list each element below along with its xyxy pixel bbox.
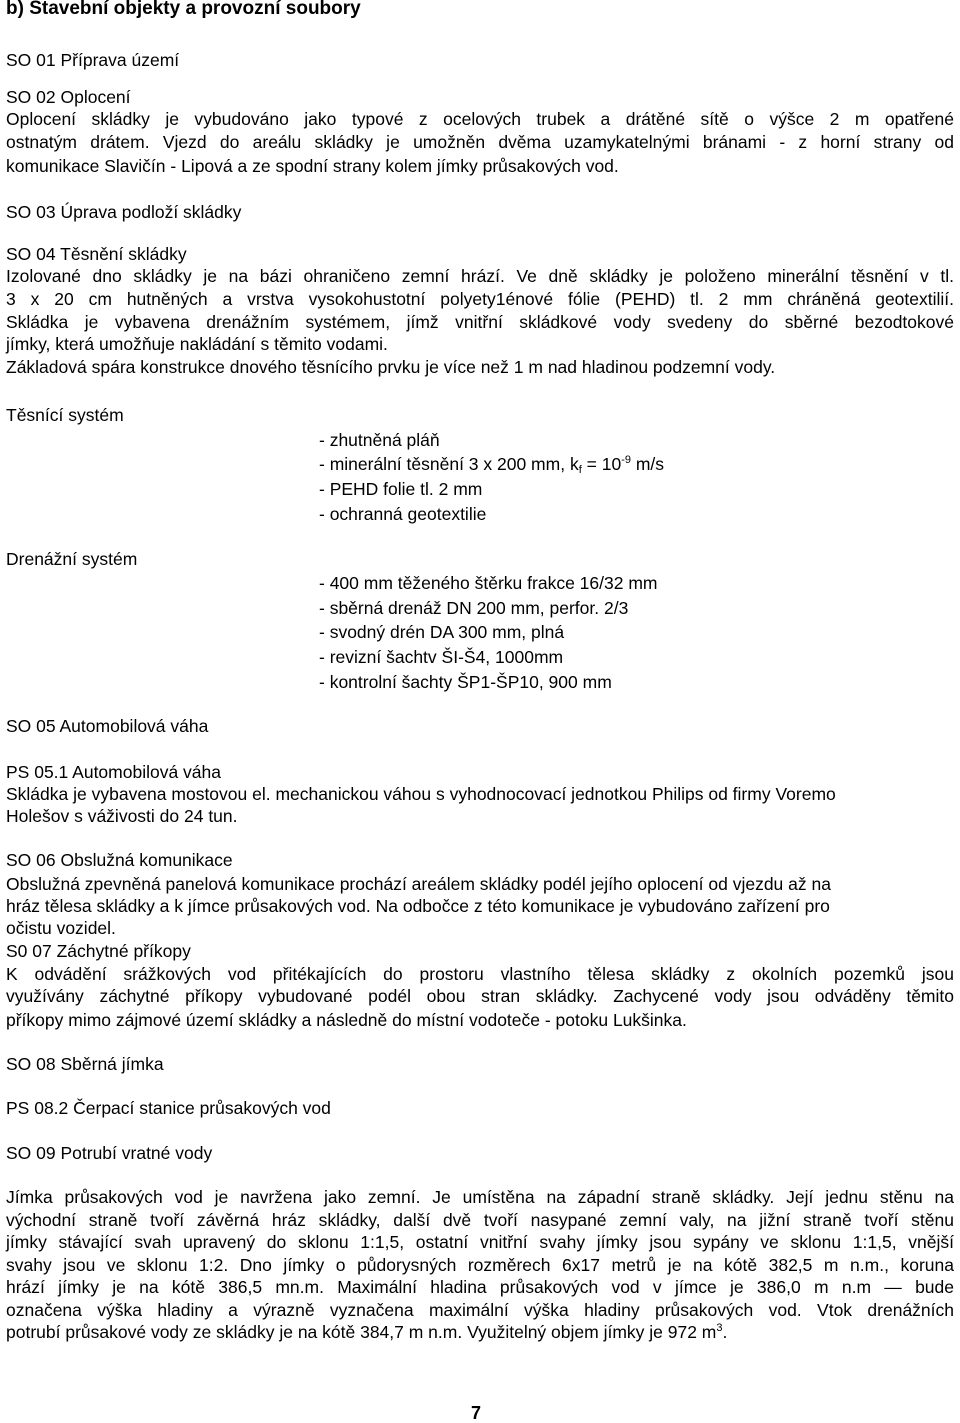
tesnici-item: - ochranná geotextilie	[319, 504, 487, 524]
so02-line: ostnatým drátem. Vjezd do areálu skládky je umožněn dvěma uzamykatelnými bránami - z horní strany od	[6, 132, 954, 152]
so09-title: SO 09 Potrubí vratné vody	[6, 1143, 213, 1163]
so07-line: příkopy mimo zájmové území skládky a následně do místní vodoteče - potoku Lukšinka.	[6, 1010, 687, 1030]
drenazni-label: Drenážní systém	[6, 549, 138, 569]
so07-line: K odvádění srážkových vod přitékajících do prostoru vlastního tělesa skládky z okolních pozemků jsou	[6, 964, 954, 984]
drenazni-item: - 400 mm těženého štěrku frakce 16/32 mm	[319, 573, 658, 593]
ps051-line: Holešov s váživosti do 24 tun.	[6, 806, 238, 826]
final-line: Jímka průsakových vod je navržena jako zemní. Je umístěna na západní straně skládky. Její jednu stěnu na	[6, 1187, 954, 1207]
so04-line: Skládka je vybavena drenážním systémem, jímž vnitřní skládkové vody svedeny do sběrné bezodtokové	[6, 312, 954, 332]
tesnici-item: - zhutněná pláň	[319, 430, 440, 450]
so04-title: SO 04 Těsnění skládky	[6, 244, 187, 264]
so04-line: jímky, která umožňuje nakládání s těmito vodami.	[6, 334, 388, 354]
so04-line: Základová spára konstrukce dnového těsnícího prvku je více než 1 m nad hladinou podzemní vody.	[6, 357, 776, 377]
so05-title: SO 05 Automobilová váha	[6, 716, 209, 736]
tesnici-label: Těsnící systém	[6, 405, 124, 425]
so06-line: hráz tělesa skládky a k jímce průsakových vod. Na odbočce z této komunikace je vybudováno zařízení pro	[6, 896, 830, 916]
so02-title: SO 02 Oplocení	[6, 87, 131, 107]
so02-line: komunikace Slavičín - Lipová a ze spodní strany kolem jímky průsakových vod.	[6, 156, 619, 176]
drenazni-item: - svodný drén DA 300 mm, plná	[319, 622, 565, 642]
ps051-line: Skládka je vybavena mostovou el. mechanickou váhou s vyhodnocovací jednotkou Philips od firmy Voremo	[6, 784, 836, 804]
page-number: 7	[471, 1403, 482, 1423]
final-line: svahy jsou ve sklonu 1:2. Dno jímky o půdorysných rozměrech 6x17 metrů je na kótě 382,5 m n.m., koruna	[6, 1255, 954, 1275]
so06-line: Obslužná zpevněná panelová komunikace prochází areálem skládky podél jejího oplocení od vjezdu až na	[6, 874, 831, 894]
ps082-title: PS 08.2 Čerpací stanice průsakových vod	[6, 1098, 331, 1118]
so04-line: Izolované dno skládky je na bázi ohraničeno zemní hrází. Ve dně skládky je položeno minerální těsnění v tl.	[6, 266, 954, 286]
so06-title: SO 06 Obslužná komunikace	[6, 850, 233, 870]
final-line: jímky stávající svah upravený do sklonu 1:1,5, ostatní vnitřní svahy jímky jsou sypány ve sklonu 1:1,5, vnější	[6, 1232, 954, 1252]
so01-title: SO 01 Příprava území	[6, 50, 180, 70]
so04-line: 3 x 20 cm hutněných a vrstva vysokohustotní polyety1énové fólie (PEHD) tl. 2 mm chráněná geotextilií.	[6, 289, 954, 309]
tesnici-item: - PEHD folie tl. 2 mm	[319, 479, 483, 499]
final-line: potrubí průsakové vody ze skládky je na kótě 384,7 m n.m. Využitelný objem jímky je 972 $m^3$.	[6, 1322, 728, 1342]
tesnici-item: - minerální těsnění 3 x 200 mm, $k_f = 10^{-9}$ m/s	[319, 454, 665, 476]
final-line: označena výška hladiny a výrazně vyznačena maximální výška hladiny průsakových vod. Vtok drenážních	[6, 1300, 954, 1320]
so08-title: SO 08 Sběrná jímka	[6, 1054, 164, 1074]
drenazni-item: - sběrná drenáž DN 200 mm, perfor. 2/3	[319, 598, 629, 618]
so07-line: využívány záchytné příkopy vybudované podél obou stran skládky. Zachycené vody jsou odváděny těmito	[6, 986, 954, 1006]
final-line: hrází jímky je na kótě 386,5 mn.m. Maximální hladina průsakových vod v jímce je 386,0 m n.m — bude	[6, 1277, 954, 1297]
ps051-title: PS 05.1 Automobilová váha	[6, 762, 222, 782]
so02-line: Oplocení skládky je vybudováno jako typové z ocelových trubek a drátěné sítě o výšce 2 m opatřené	[6, 109, 954, 129]
so03-title: SO 03 Úprava podloží skládky	[6, 202, 242, 222]
drenazni-item: - kontrolní šachty ŠP1-ŠP10, 900 mm	[319, 672, 612, 692]
drenazni-item: - revizní šachtv ŠI-Š4, 1000mm	[319, 647, 564, 667]
so07-title: S0 07 Záchytné příkopy	[6, 941, 191, 961]
so06-line: očistu vozidel.	[6, 918, 116, 938]
final-line: východní straně tvoří závěrná hráz skládky, další dvě tvoří nasypané zemní valy, na jižní straně tvoří stěnu	[6, 1210, 954, 1230]
section-heading: b) Stavební objekty a provozní soubory	[6, 0, 361, 19]
